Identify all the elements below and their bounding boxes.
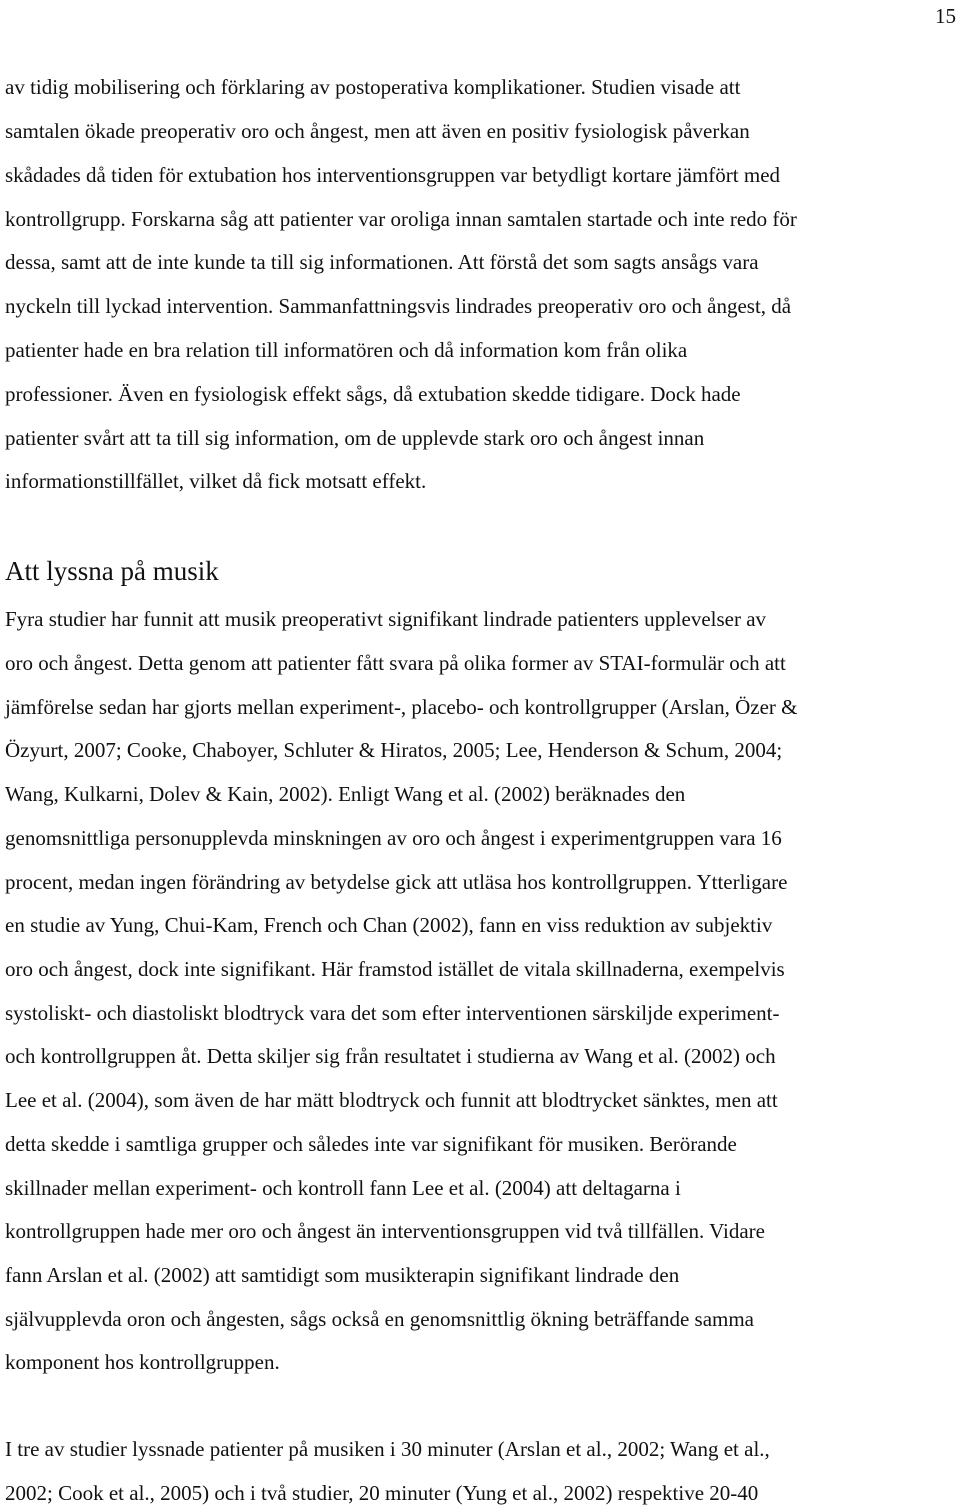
text-line: skillnader mellan experiment- och kontroll fann Lee et al. (2004) att deltagarna i [5,1176,681,1200]
text-line: kontrollgrupp. Forskarna såg att patienter var oroliga innan samtalen startade och inte redo för [5,207,797,231]
text-line: I tre av studier lyssnade patienter på musiken i 30 minuter (Arslan et al., 2002; Wang et al., [5,1437,770,1461]
section-heading: Att lyssna på musik [5,556,219,586]
text-line: skådades då tiden för extubation hos interventionsgruppen var betydligt kortare jämfört med [5,163,781,187]
text-line: Lee et al. (2004), som även de har mätt blodtryck och funnit att blodtrycket sänktes, men att [5,1088,778,1112]
text-line: jämförelse sedan har gjorts mellan experiment-, placebo- och kontrollgrupper (Arslan, Özer & [5,695,798,719]
text-line: självupplevda oron och ångesten, sågs också en genomsnittlig ökning beträffande samma [5,1307,755,1331]
text-line: systoliskt- och diastoliskt blodtryck vara det som efter interventionen särskiljde experiment- [5,1001,780,1025]
text-line: samtalen ökade preoperativ oro och ångest, men att även en positiv fysiologisk påverkan [5,119,750,143]
text-line: nyckeln till lyckad intervention. Sammanfattningsvis lindrades preoperativ oro och ångest, då [5,294,792,318]
text-line: oro och ångest. Detta genom att patienter fått svara på olika former av STAI-formulär och att [5,651,786,675]
text-line: Özyurt, 2007; Cooke, Chaboyer, Schluter & Hiratos, 2005; Lee, Henderson & Schum, 2004; [5,738,783,762]
text-line: informationstillfället, vilket då fick motsatt effekt. [5,469,427,493]
text-line: kontrollgruppen hade mer oro och ångest än interventionsgruppen vid två tillfällen. Vidare [5,1219,765,1243]
text-line: fann Arslan et al. (2002) att samtidigt som musikterapin signifikant lindrade den [5,1263,680,1287]
text-line: oro och ångest, dock inte signifikant. Här framstod istället de vitala skillnaderna, exempelvis [5,957,785,981]
text-line: Fyra studier har funnit att musik preoperativt signifikant lindrade patienters upplevelser av [5,607,767,631]
text-line: Wang, Kulkarni, Dolev & Kain, 2002). Enligt Wang et al. (2002) beräknades den [5,782,686,806]
text-line: patienter svårt att ta till sig information, om de upplevde stark oro och ångest innan [5,426,705,450]
text-line: procent, medan ingen förändring av betydelse gick att utläsa hos kontrollgruppen. Ytterligare [5,870,788,894]
text-line: detta skedde i samtliga grupper och således inte var signifikant för musiken. Berörande [5,1132,737,1156]
text-line: 2002; Cook et al., 2005) och i två studier, 20 minuter (Yung et al., 2002) respektive 20-40 [5,1481,759,1505]
text-line: av tidig mobilisering och förklaring av postoperativa komplikationer. Studien visade att [5,75,741,99]
text-line: professioner. Även en fysiologisk effekt sågs, då extubation skedde tidigare. Dock hade [5,382,741,406]
text-line: en studie av Yung, Chui-Kam, French och Chan (2002), fann en viss reduktion av subjektiv [5,913,773,937]
text-line: patienter hade en bra relation till informatören och då information kom från olika [5,338,688,362]
text-line: och kontrollgruppen åt. Detta skiljer sig från resultatet i studierna av Wang et al. (2002) och [5,1044,776,1068]
text-line: komponent hos kontrollgruppen. [5,1350,280,1374]
text-line: genomsnittliga personupplevda minskningen av oro och ångest i experimentgruppen vara 16 [5,826,782,850]
text-line: dessa, samt att de inte kunde ta till sig informationen. Att förstå det som sagts ansågs vara [5,250,759,274]
page-number: 15 [935,4,956,28]
